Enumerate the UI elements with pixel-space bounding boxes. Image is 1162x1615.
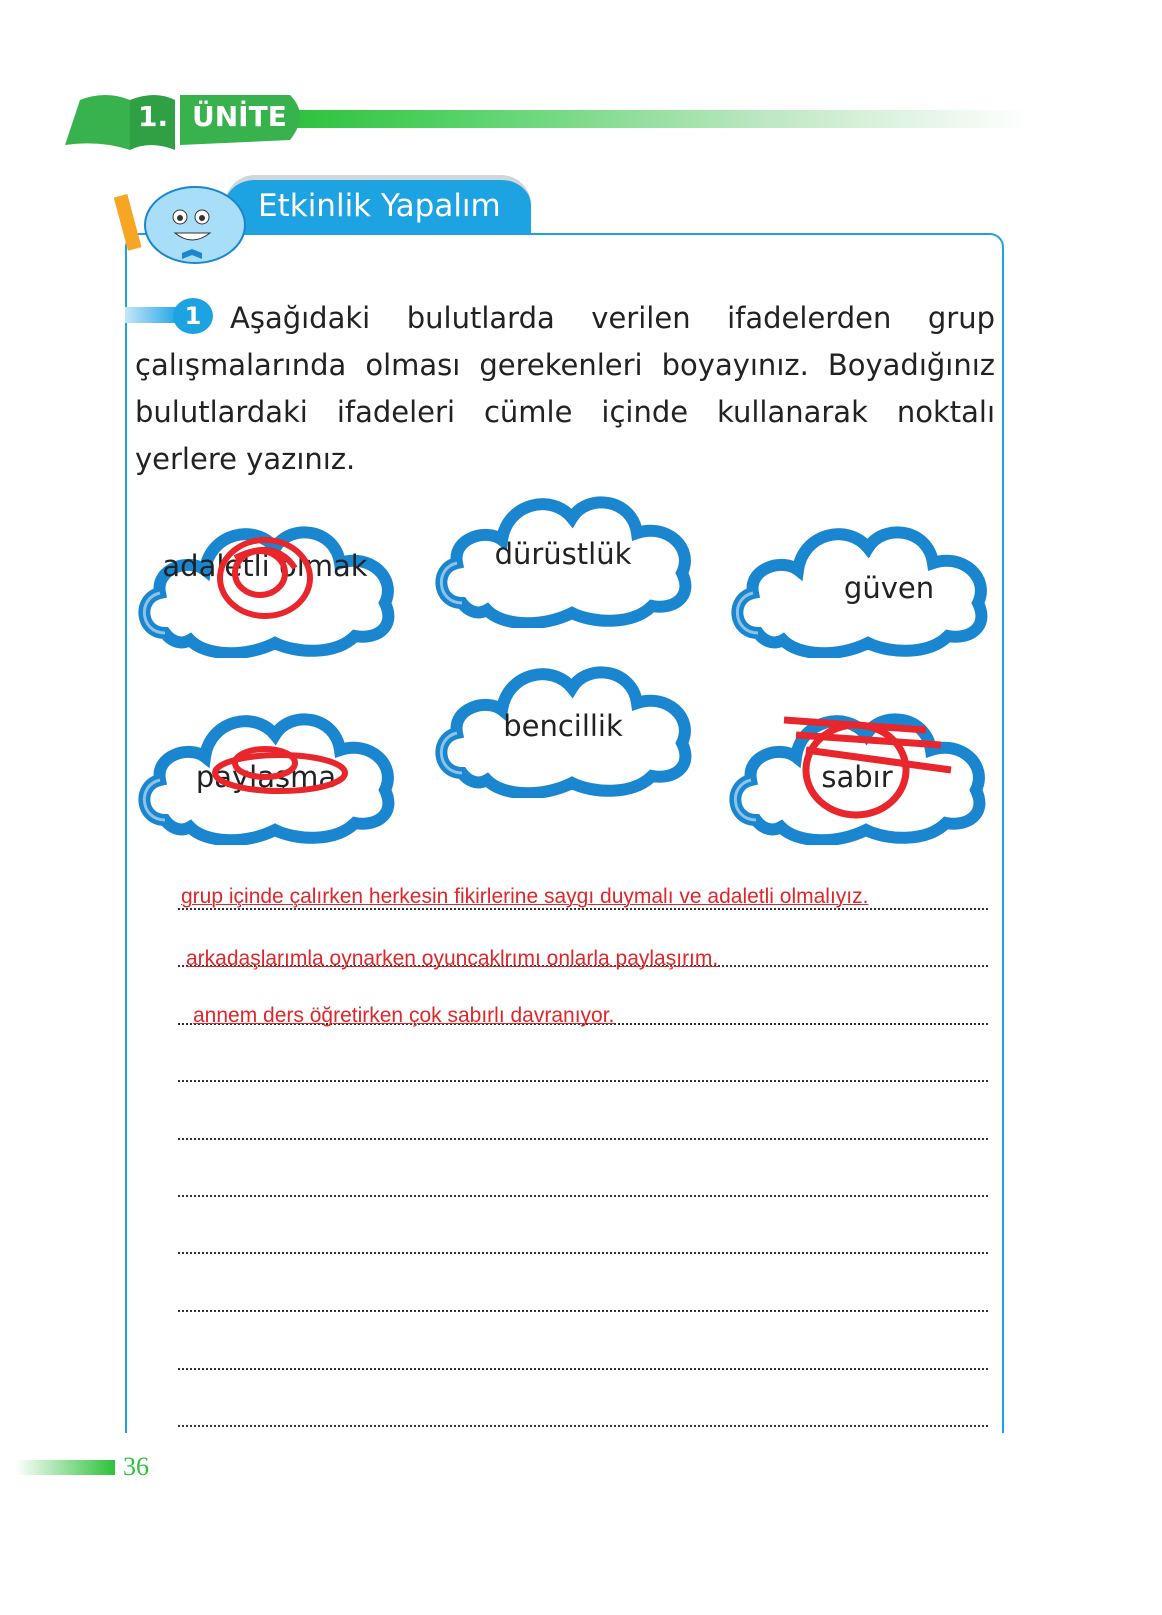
question-number: 1	[173, 298, 213, 334]
red-scribble	[726, 695, 988, 845]
dotted-answer-line[interactable]	[178, 1425, 988, 1427]
handwritten-answer: grup içinde çalırken herkesin fikirlerine saygı duymalı ve adaletli olmalıyız.	[181, 885, 869, 908]
dotted-answer-line[interactable]	[178, 1138, 988, 1140]
handwritten-answer: annem ders öğretirken çok sabırlı davranıyor.	[193, 1004, 615, 1027]
unit-number: 1.	[138, 100, 169, 133]
question-text: Aşağıdaki bulutlarda verilen ifadelerden grup çalışmalarında olması gerekenleri boyayınız. Boyadığınız bulutlardaki ifadeleri cümle içinde kullanarak noktalı yerlere yazınız.	[135, 301, 995, 476]
cloud-option[interactable]: dürüstlük	[432, 478, 694, 628]
cloud-option[interactable]: güven	[728, 508, 990, 658]
dotted-answer-line[interactable]	[178, 1252, 988, 1254]
red-scribble	[135, 508, 397, 658]
cloud-option[interactable]: paylaşma	[135, 695, 397, 845]
dotted-answer-line[interactable]	[178, 1195, 988, 1197]
cloud-option[interactable]: bencillik	[432, 648, 694, 798]
page-number: 36	[123, 1452, 149, 1481]
cloud-option[interactable]: adaletli olmak	[135, 508, 397, 658]
unit-word: ÜNİTE	[192, 100, 287, 133]
red-scribble	[135, 695, 397, 845]
activity-title: Etkinlik Yapalım	[258, 188, 501, 224]
unit-header-bar	[290, 110, 1030, 128]
dotted-answer-line[interactable]	[178, 1080, 988, 1082]
handwritten-answer: arkadaşlarımla oynarken oyuncaklrımı onlarla paylaşırım.	[186, 947, 719, 970]
cloud-mascot-icon	[110, 175, 260, 275]
dotted-answer-line[interactable]	[178, 1310, 988, 1312]
cloud-option[interactable]: sabır	[726, 695, 988, 845]
dotted-answer-line[interactable]	[178, 1368, 988, 1370]
page-number-bar	[15, 1460, 115, 1475]
